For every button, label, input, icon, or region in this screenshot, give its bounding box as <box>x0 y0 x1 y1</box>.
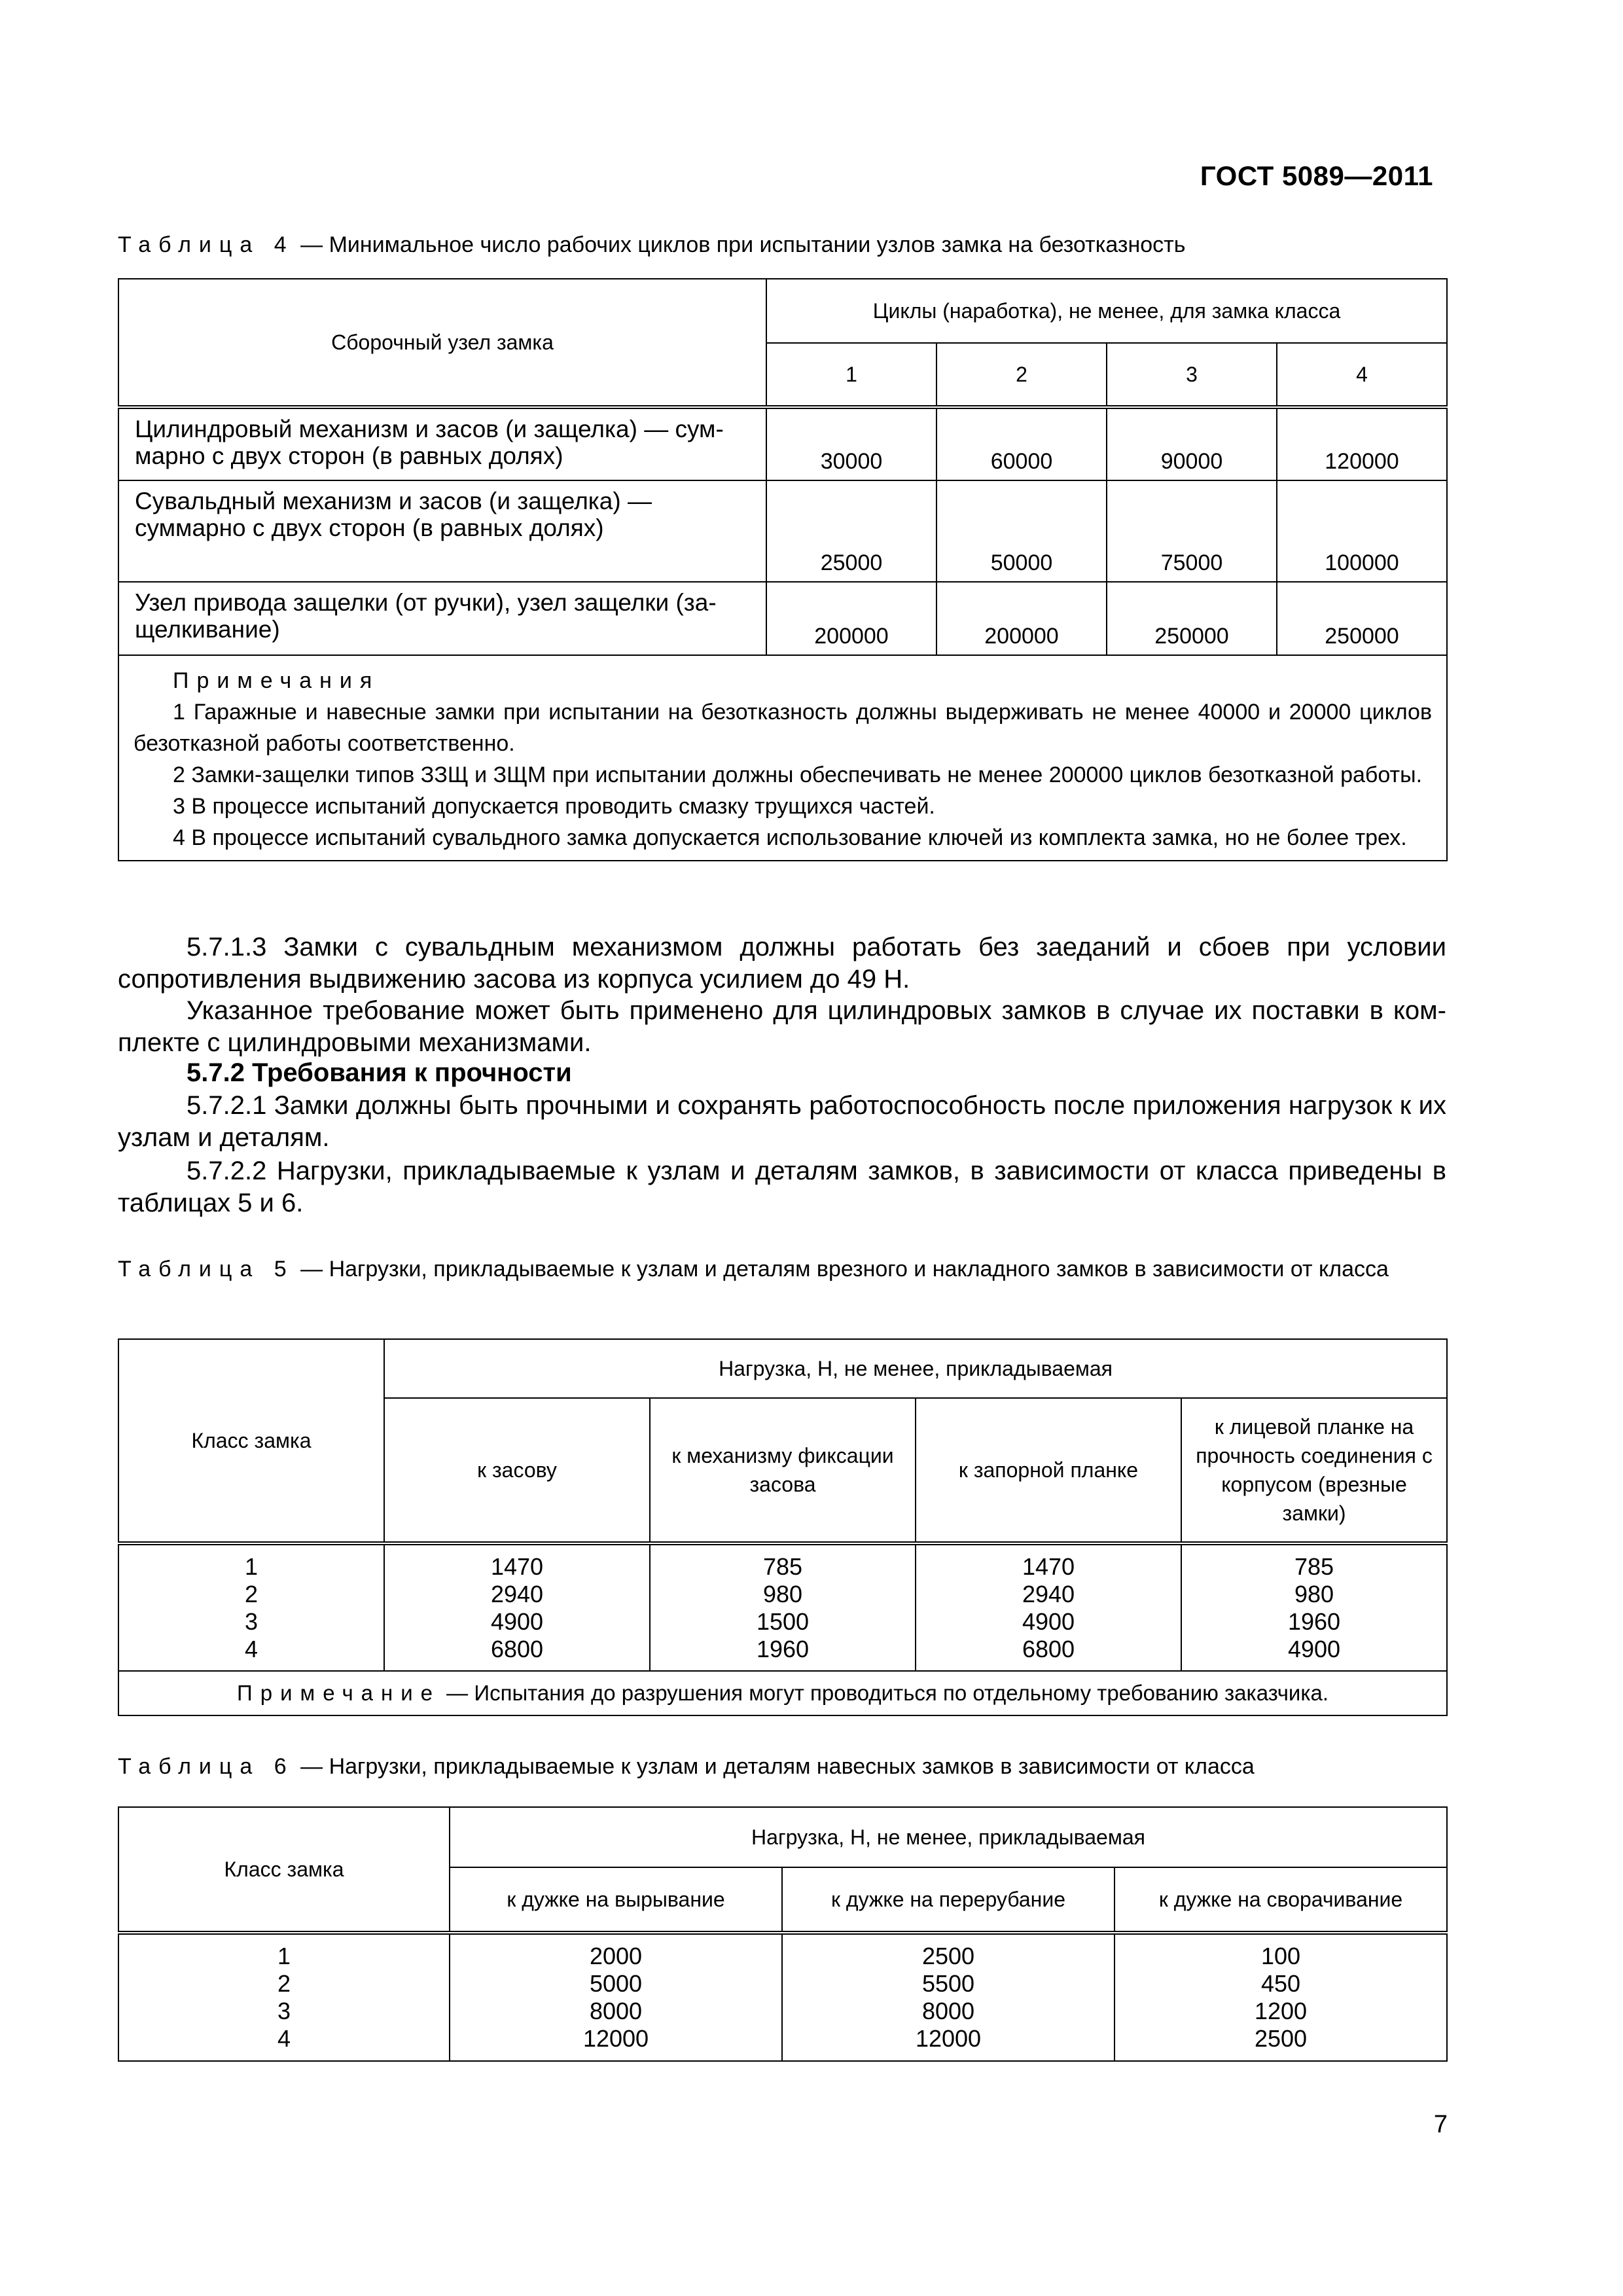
table-cell: 980 <box>762 1581 803 1607</box>
table-cell: 1470 <box>1022 1553 1075 1580</box>
table-cell: 1500 <box>756 1608 810 1635</box>
table-cell: 6800 <box>490 1636 544 1662</box>
table-cell: 5500 <box>921 1970 975 1997</box>
table5-caption-lead: Таблица 5 <box>118 1257 294 1282</box>
table-cell: 8000 <box>589 1998 643 2024</box>
paragraph: 5.7.1.3 Замки с сувальдным механизмом должны работать без заеданий и сбоев при условии сопротивления выдвижению засова из корпуса усилием до 49 Н. <box>118 933 1446 994</box>
table-cell: 785 <box>1294 1553 1334 1580</box>
document-code: ГОСТ 5089—2011 <box>1200 160 1433 191</box>
table-row <box>118 407 1447 480</box>
table-cell: 200000 <box>936 582 1107 655</box>
table5-subcol: к лицевой планке на прочность соединения с корпусом (врезные замки) <box>1181 1398 1447 1543</box>
table4-class-header: 1 <box>766 343 936 407</box>
table-cell: 6800 <box>1022 1636 1075 1662</box>
table4 <box>118 278 1448 861</box>
table-cell: 100000 <box>1277 480 1447 582</box>
value-list <box>782 1933 1115 2061</box>
value-list <box>916 1543 1181 1671</box>
table4-col-cycles: Циклы (наработка), не менее, для замка класса <box>766 279 1447 343</box>
table4-notes <box>118 655 1447 861</box>
table-cell: 450 <box>1260 1970 1301 1997</box>
table-cell: 120000 <box>1277 407 1447 480</box>
class-value: 3 <box>277 1998 291 2024</box>
class-value: 1 <box>277 1943 291 1969</box>
table-cell: 980 <box>1294 1581 1334 1607</box>
value-list <box>1181 1543 1447 1671</box>
table-cell: 8000 <box>921 1998 975 2024</box>
table6-caption <box>118 1751 1443 1782</box>
note-lead: Примечание <box>237 1681 441 1705</box>
class-value: 2 <box>277 1970 291 1997</box>
table-cell: 2000 <box>589 1943 643 1969</box>
table-cell: 4900 <box>490 1608 544 1635</box>
page-number: 7 <box>1433 2111 1448 2138</box>
table4-caption-lead: Таблица 4 <box>118 232 294 257</box>
table-cell: 1200 <box>1254 1998 1308 2024</box>
table-cell: 4900 <box>1287 1636 1341 1662</box>
class-value: 2 <box>244 1581 259 1607</box>
class-value: 1 <box>244 1553 259 1580</box>
row-label: Сувальдный механизм и засов (и защелка) — суммарно с двух сторон (в равных долях) <box>118 480 766 582</box>
table5-col-class: Класс замка <box>118 1339 384 1543</box>
table-cell: 250000 <box>1277 582 1447 655</box>
table6-subcol: к дужке на вырывание <box>450 1867 782 1933</box>
class-value: 4 <box>277 2025 291 2052</box>
value-list <box>384 1543 650 1671</box>
table6-col-class: Класс замка <box>118 1807 450 1933</box>
table4-caption-text: — Минимальное число рабочих циклов при испытании узлов замка на безотказность <box>294 232 1186 257</box>
note-item: 1 Гаражные и навесные замки при испытании на безотказность должны выдерживать не менее 40000 и 20000 циклов безотказной работы соответственно. <box>134 700 1433 756</box>
table-cell: 12000 <box>582 2025 649 2052</box>
value-list <box>1115 1933 1447 2061</box>
table-cell: 30000 <box>766 407 936 480</box>
table6-caption-text: — Нагрузки, прикладываемые к узлам и деталям навесных замков в зависимости от класса <box>294 1754 1255 1779</box>
row-label: Узел привода защелки (от ручки), узел защелки (защелкивание) <box>118 582 766 655</box>
paragraph: 5.7.2.1 Замки должны быть прочными и сохранять работоспособность после приложения нагрузок к их узлам и деталям. <box>118 1091 1446 1152</box>
table6-subcol: к дужке на сворачивание <box>1115 1867 1447 1933</box>
table-cell: 60000 <box>936 407 1107 480</box>
table-cell: 5000 <box>589 1970 643 1997</box>
table4-class-header: 2 <box>936 343 1107 407</box>
table-cell: 1470 <box>490 1553 544 1580</box>
table5-note <box>118 1671 1447 1715</box>
note-item: 3 В процессе испытаний допускается проводить смазку трущихся частей. <box>173 794 935 819</box>
class-list <box>118 1933 450 2061</box>
table5 <box>118 1338 1448 1716</box>
note-item: 2 Замки-защелки типов ЗЗЩ и ЗЩМ при испытании должны обеспечивать не менее 200000 циклов безотказной работы. <box>173 762 1423 787</box>
note-text: — Испытания до разрушения могут проводиться по отдельному требованию заказчика. <box>440 1681 1329 1705</box>
table5-subcol: к запорной планке <box>916 1398 1181 1543</box>
class-value: 3 <box>244 1608 259 1635</box>
table4-caption <box>118 229 1443 260</box>
value-list <box>650 1543 916 1671</box>
table-cell: 2500 <box>921 1943 975 1969</box>
table-cell: 2940 <box>490 1581 544 1607</box>
table-row <box>118 480 1447 582</box>
note-item: 4 В процессе испытаний сувальдного замка допускается использование ключей из комплекта замка, но не более трех. <box>173 825 1407 850</box>
row-label: Цилиндровый механизм и засов (и защелка) — суммарно с двух сторон (в равных долях) <box>118 407 766 480</box>
notes-title: Примечания <box>173 668 380 693</box>
paragraph: 5.7.2.2 Нагрузки, прикладываемые к узлам и деталям замков, в зависимости от класса приведены в таблицах 5 и 6. <box>118 1157 1446 1217</box>
table5-col-load: Нагрузка, Н, не менее, прикладываемая <box>384 1339 1447 1398</box>
table4-class-header: 3 <box>1107 343 1277 407</box>
table-cell: 250000 <box>1107 582 1277 655</box>
table-cell: 1960 <box>756 1636 810 1662</box>
section-heading: 5.7.2 Требования к прочности <box>187 1058 572 1087</box>
table-cell: 12000 <box>915 2025 982 2052</box>
table-cell: 2500 <box>1254 2025 1308 2052</box>
table5-subcol: к засову <box>384 1398 650 1543</box>
table6-caption-lead: Таблица 6 <box>118 1754 294 1779</box>
table-cell: 4900 <box>1022 1608 1075 1635</box>
table-cell: 90000 <box>1107 407 1277 480</box>
table6 <box>118 1806 1448 2062</box>
table-row <box>118 1933 1447 2061</box>
table-cell: 75000 <box>1107 480 1277 582</box>
table4-col-node: Сборочный узел замка <box>118 279 766 407</box>
table-row <box>118 582 1447 655</box>
table5-caption <box>118 1253 1443 1285</box>
class-list <box>118 1543 384 1671</box>
table5-subcol: к механизму фиксации засова <box>650 1398 916 1543</box>
paragraph: Указанное требование может быть применено для цилиндровых замков в случае их поставки в комплекте с цилиндровыми механизмами. <box>118 996 1446 1057</box>
table6-col-load: Нагрузка, Н, не менее, прикладываемая <box>450 1807 1447 1867</box>
table-cell: 25000 <box>766 480 936 582</box>
table-cell: 50000 <box>936 480 1107 582</box>
table-cell: 100 <box>1260 1943 1301 1969</box>
table-cell: 785 <box>762 1553 803 1580</box>
class-value: 4 <box>244 1636 259 1662</box>
table-cell: 200000 <box>766 582 936 655</box>
table-row <box>118 1543 1447 1671</box>
table-cell: 1960 <box>1287 1608 1341 1635</box>
table6-subcol: к дужке на перерубание <box>782 1867 1115 1933</box>
table-cell: 2940 <box>1022 1581 1075 1607</box>
table4-class-header: 4 <box>1277 343 1447 407</box>
table5-caption-text: — Нагрузки, прикладываемые к узлам и деталям врезного и накладного замков в зависимости от класса <box>294 1257 1389 1282</box>
value-list <box>450 1933 782 2061</box>
